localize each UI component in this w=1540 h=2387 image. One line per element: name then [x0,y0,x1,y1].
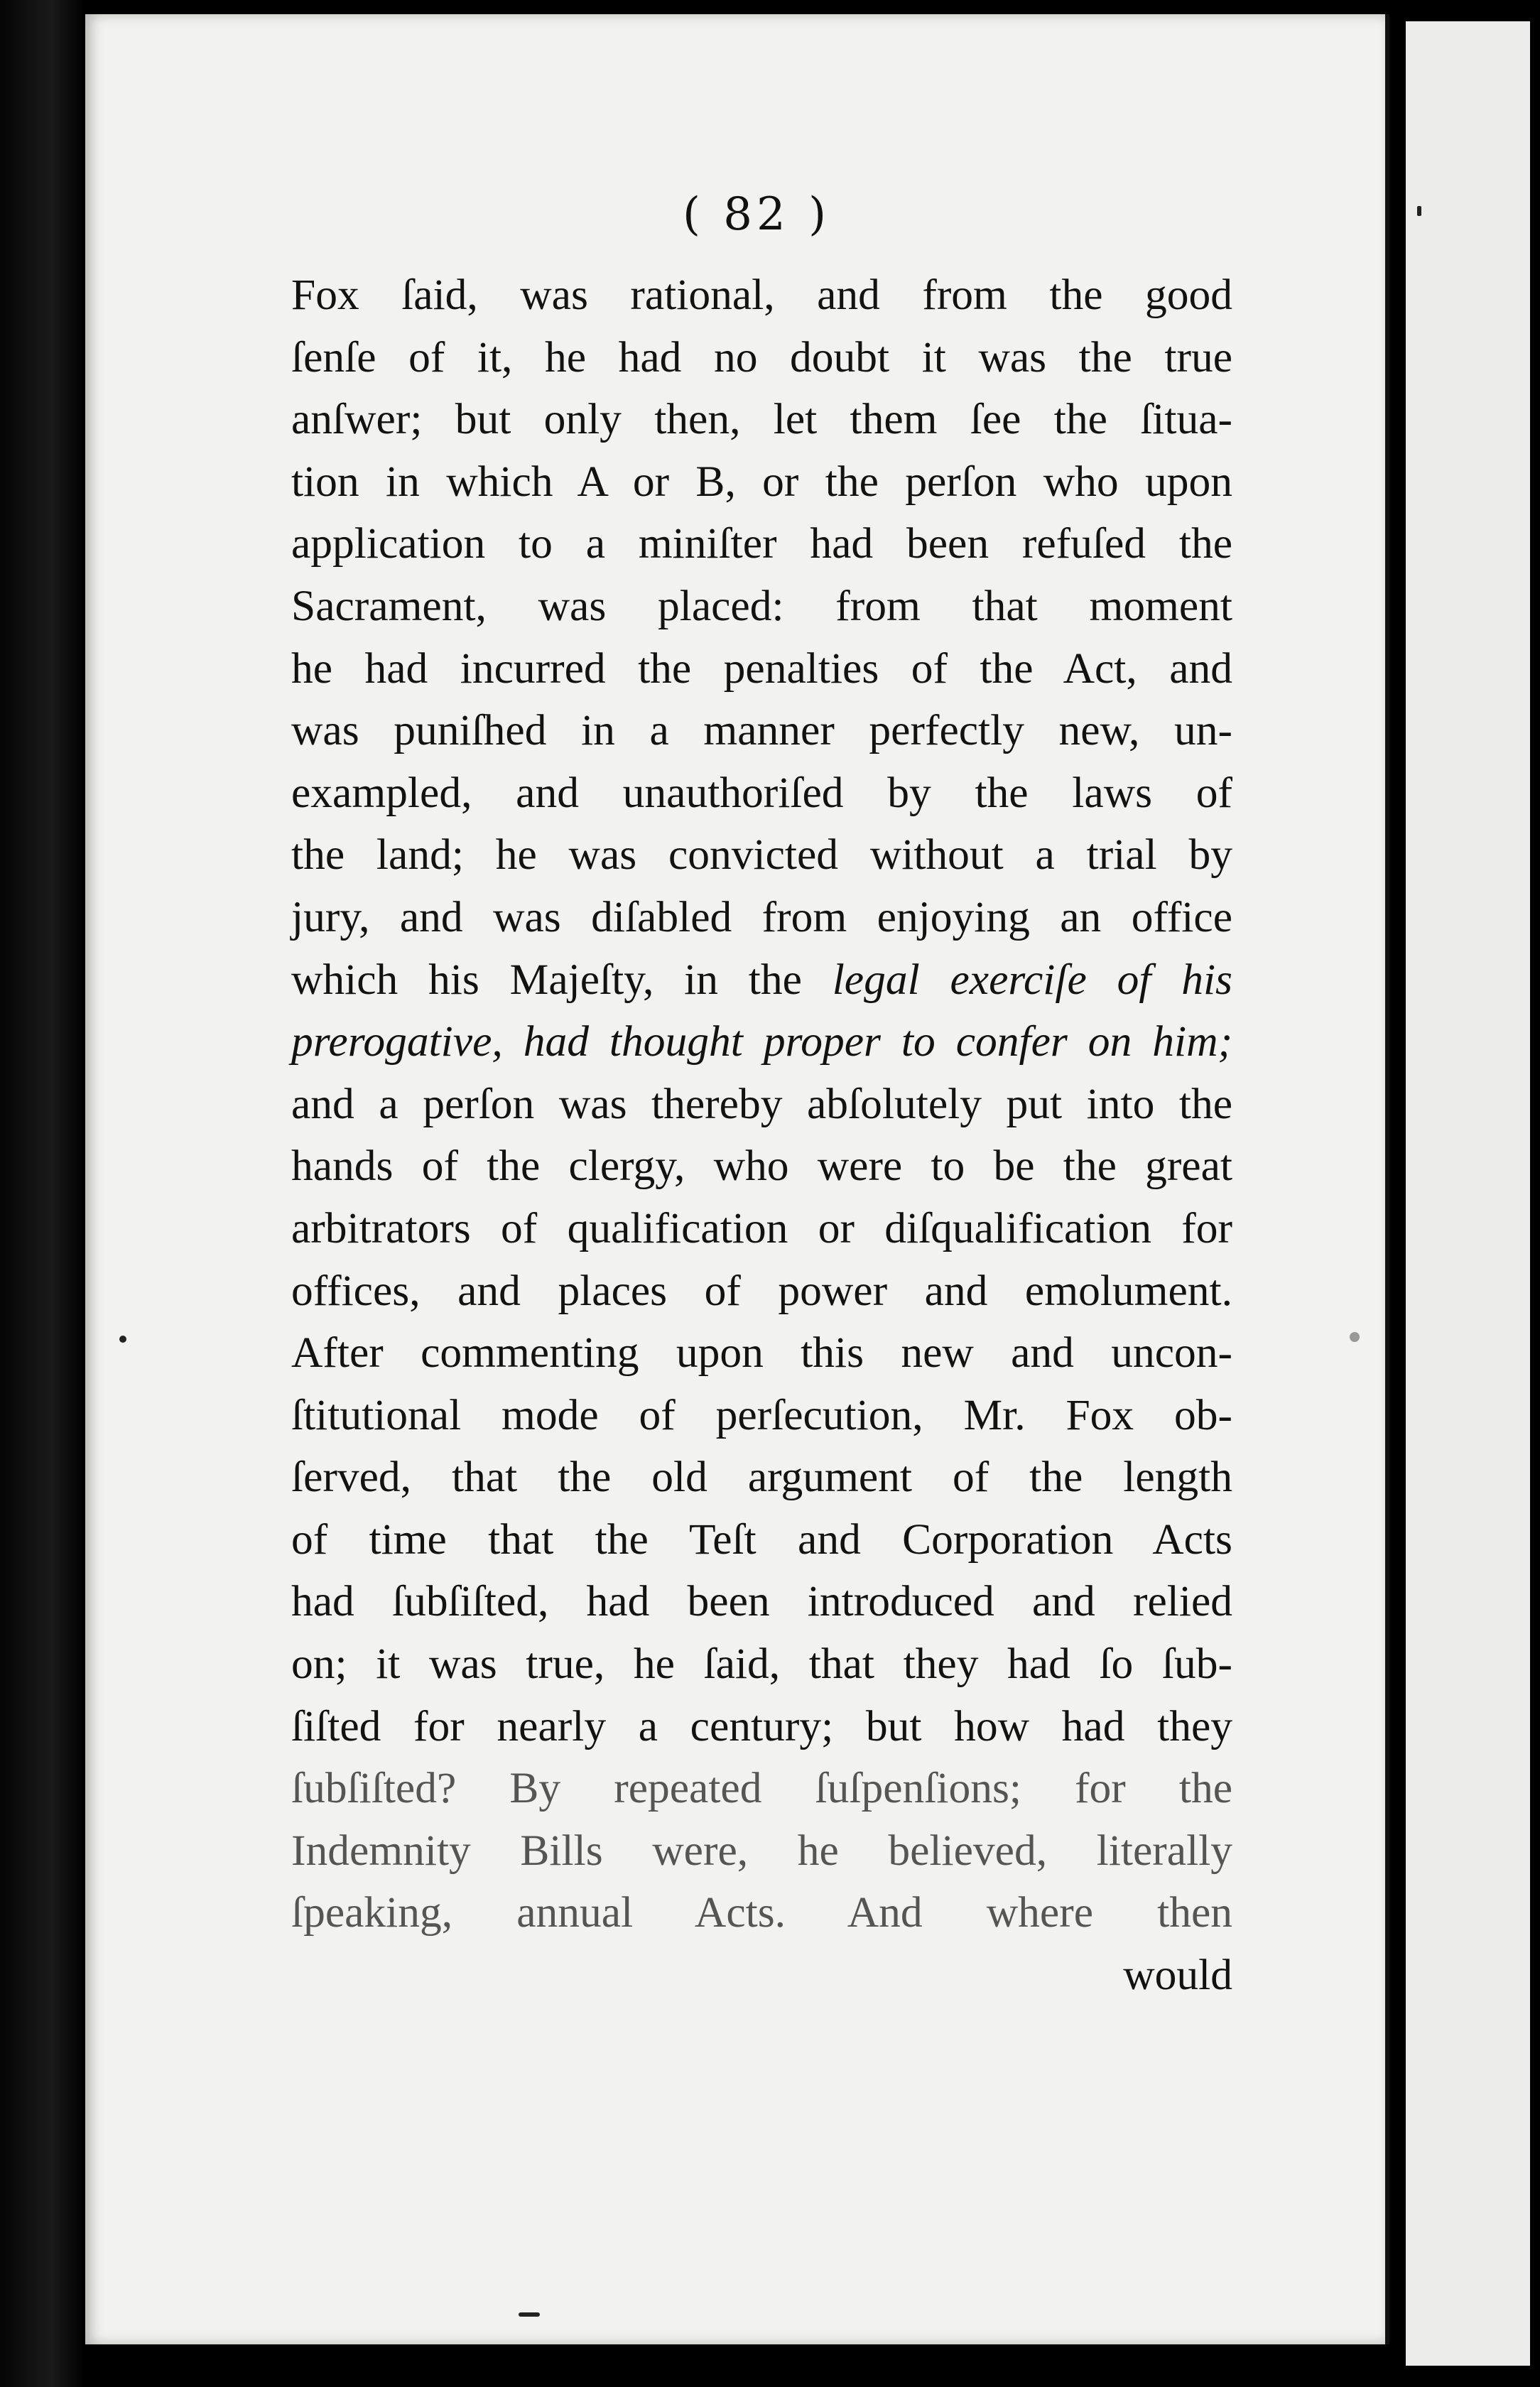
text-line: ſerved, that the old argument of the length [291,1453,1232,1502]
text-line: jury, and was diſabled from enjoying an office [291,892,1232,941]
text-line: ſpeaking, annual Acts. And where then [291,1888,1232,1937]
text-line: and a perſon was thereby abſolutely put into the [291,1079,1232,1128]
text-line: Fox ſaid, was rational, and from the good [291,271,1232,319]
text-line-italic: prerogative, had thought proper to confer on him; [291,1017,1232,1066]
text-line: on; it was true, he ſaid, that they had ſo ſub- [291,1640,1232,1689]
text-line: Sacrament, was placed: from that moment [291,581,1232,630]
text-line: was puniſhed in a manner perfectly new, un- [291,706,1232,755]
text-line: ſiſted for nearly a century; but how had they [291,1701,1232,1750]
catchword: would [1123,1951,1232,2000]
text-line: he had incurred the penalties of the Act, and [291,644,1232,693]
text-line: tion in which A or B, or the perſon who upon [291,457,1232,506]
page-number: ( 82 ) [682,188,831,241]
adjacent-page-edge [1403,21,1530,2366]
text-line: hands of the clergy, who were to be the great [291,1142,1232,1191]
text-line: ſenſe of it, he had no doubt it was the true [291,332,1232,381]
text-line: had ſubſiſted, had been introduced and relied [291,1577,1232,1626]
text-line: exampled, and unauthoriſed by the laws of [291,768,1232,817]
text-line: ſubſiſted? By repeated ſuſpenſions; for the [291,1764,1232,1813]
text-line: offices, and places of power and emolument. [291,1266,1232,1315]
text-line: After commenting upon this new and uncon- [291,1328,1232,1377]
ink-speck [119,1336,126,1343]
italic-fragment: legal exerciſe of his [832,955,1232,1004]
text-line: application to a miniſter had been refuſed the [291,519,1232,568]
text-line: of time that the Teſt and Corporation Acts [291,1515,1232,1564]
ink-speck [1350,1332,1360,1342]
body-text [291,264,1232,2007]
text-line: ſtitutional mode of perſecution, Mr. Fox ob- [291,1390,1232,1439]
text-line-mixed [291,949,1232,1012]
text-line: Indemnity Bills were, he believed, literally [291,1826,1232,1875]
text-line: the land; he was convicted without a trial by [291,830,1232,879]
ink-speck [1417,206,1421,216]
roman-fragment: which his Majeſty, in the [291,955,833,1004]
ink-speck [519,2312,540,2317]
text-line: arbitrators of qualification or diſqualification for [291,1203,1232,1252]
text-line: anſwer; but only then, let them ſee the ſitua- [291,395,1232,444]
book-spine-edge [0,0,85,2387]
